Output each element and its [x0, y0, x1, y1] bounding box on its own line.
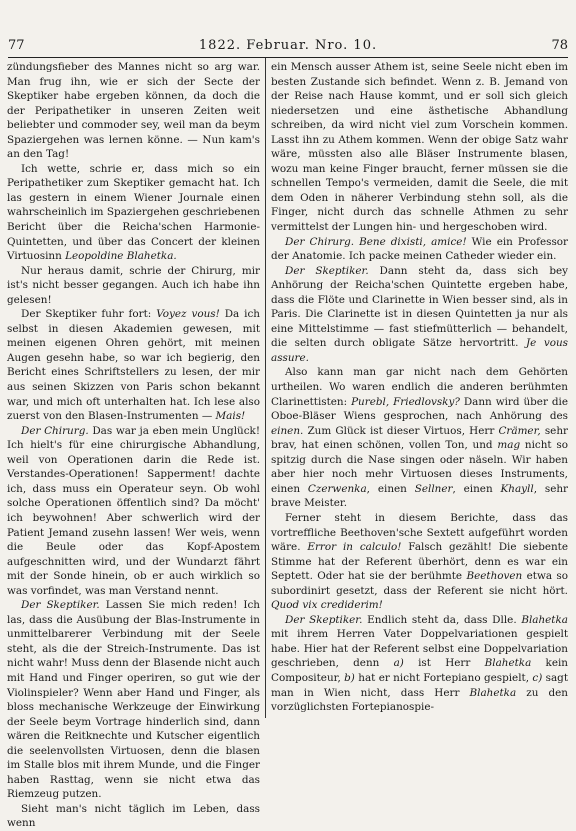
text-run-italic: Blahetka — [484, 657, 532, 670]
paragraph — [271, 235, 568, 264]
running-header — [8, 38, 568, 56]
speaker-label: Der Skeptiker. — [285, 264, 369, 277]
text-run-italic: mag — [497, 439, 521, 452]
text-run: Also kann man gar nicht nach dem Gehörten urtheilen. Wo waren endlich die anderen berühmten Clarinettisten: — [271, 366, 568, 408]
text-run: ist Herr — [403, 657, 485, 670]
text-run: , sehr brave Meister. — [271, 482, 569, 510]
page-number-right: 78 — [551, 38, 568, 53]
text-run: sehr brav, hat einen schönen, vollen Ton, und — [271, 424, 568, 452]
text-run-italic: einen. — [271, 424, 304, 437]
text-run-italic: Purebl, Friedlovsky? — [351, 395, 460, 408]
text-run: Dann steht da, dass sich bey Anhörung der Reicha'schen Quintette ergeben habe, dass die Flöte und Clarinette in Wien besser sind, als in Paris. Die Clarinette ist in diesen Quintetten ja nur als eine Mittelstimme — fast stiefmütterlich — behandelt, die selten durch obligate Sätze hervortritt. — [271, 264, 568, 350]
text-run: sagt man in Wien nicht, dass Herr — [271, 671, 568, 699]
page-title: 1822. Februar. Nro. 10. — [198, 38, 378, 53]
text-run: Lassen Sie mich reden! Ich las, dass die Ausübung der Blas-Instrumente in unmittelbarerer Verbindung mit der Seele steht, als die der Streich-Instrumente. Das ist nicht wahr! Muss denn der Blasende nicht auch mit Hand und Finger operiren, so gut wie der Violinspieler? Wenn aber Hand und Finger, als bloss mechanische Werkzeuge der Einwirkung der Seele beym Vortrage hinderlich sind, dann wären die Reitknechte und Kutscher eigentlich die seelenvollsten Virtuosen, denn die blasen im Stalle blos mit ihrem Munde, und die Finger haben Rasttag, wenn sie nicht etwa das Riemzeug putzen. — [7, 599, 260, 801]
text-run-italic: Quod vix crediderim! — [271, 599, 383, 612]
header-rule — [8, 57, 568, 58]
paragraph — [271, 264, 568, 366]
text-run: etwa so subordinirt gesetzt, dass der Referent sie nicht hört. — [271, 570, 569, 597]
text-run-italic: Mais! — [215, 410, 246, 423]
paragraph — [7, 162, 260, 264]
text-run: Da ich selbst in diesen Akademien gewesen, mit meinen eigenen Ohren gehört, mit meinen Augen gesehn habe, so war ich begierig, den Bericht eines Schriftstellers zu lesen, der mir aus seinen Skizzen von Paris schon bekannt war, und mich oft unterhalten hat. Ich lese also zuerst von den Blasen-Instrumenten — — [7, 308, 260, 423]
text-run: hat er nicht Fortepiano gespielt, — [354, 671, 533, 684]
paragraph — [7, 424, 260, 599]
text-run-italic: Czerwenka — [307, 482, 367, 495]
text-run: , einen — [452, 482, 501, 495]
text-run: Ferner steht in diesem Berichte, dass das vortreffliche Beethoven'sche Sextett aufgeführt worden wäre. — [271, 511, 568, 554]
text-run: Der Skeptiker fuhr fort: — [21, 308, 157, 321]
paragraph — [271, 511, 568, 613]
text-run: Zum Glück ist dieser Virtuos, Herr — [303, 424, 499, 437]
text-run: Ich wette, schrie er, dass mich so ein Peripathetiker zum Skeptiker gemacht hat. Ich las gestern in einem Wiener Journale einen wahrscheinlich im Spaziergehen geschriebenen Bericht über die Reicha'schen Harmonie-Quintetten, und über das Concert der kleinen Virtuosinn — [7, 162, 260, 263]
text-run-italic: Voyez vous! — [156, 308, 220, 321]
text-run-italic: Leopoldine Blahetka. — [65, 250, 177, 263]
text-run-italic: Blahetka — [521, 613, 568, 626]
text-run-italic: Khayll — [500, 482, 534, 495]
speaker-label: Der Chirurg. Bene dixisti, amice! — [285, 235, 467, 248]
right-column — [271, 60, 568, 715]
text-run-italic: a) — [393, 657, 404, 670]
paragraph: ein Mensch ausser Athem ist, seine Seele nicht eben im besten Zustande sich befindet. Wenn z. B. Jemand von der Reise nach Hause kommt, und er soll sich gleich niedersetzen und eine ästhetische Abhandlung schreiben, da wird nicht viel zum Vorschein kommen. Lasst ihn zu Athem kommen. Wenn der obige Satz wahr wäre, müssten also alle Bläser Instrumente blasen, wozu man keine Finger braucht, ferner müssen sie die schnellen Tempo's vermeiden, damit die Seele, die mit dem Oden in näherer Verbindung stehn soll, als die Finger, nicht durch das schnelle Athmen zu sehr vermittelst der Lungen hin- und hergeschoben wird. — [271, 61, 568, 234]
speaker-label: Der Chirurg. — [21, 424, 89, 437]
paragraph: zündungsfieber des Mannes nicht so arg war. Man frug ihn, wie er sich der Secte der Skeptiker habe ergeben können, da doch die der Peripathetiker in unseren Zeiten weit beliebter und commoder sey, weil man da beym Spaziergehen was lernen könne. — Nun kam's an den Tag! — [7, 61, 260, 161]
paragraph: Sieht man's nicht täglich im Leben, dass wenn — [7, 802, 260, 830]
text-run: nicht so spitzig durch die Nase singen oder näseln. Wir haben aber hier noch mehr Virtuosen dieses Instruments, einen — [271, 439, 568, 495]
paragraph: Nur heraus damit, schrie der Chirurg, mir ist's nicht besser gegangen. Auch ich habe ihn gelesen! — [7, 264, 260, 306]
text-run: Falsch gezählt! Die siebente Stimme hat der Referent überhört, denn es war ein Septett. Oder hat sie der berühmte — [271, 541, 569, 583]
paragraph — [271, 613, 568, 715]
paragraph — [7, 598, 260, 802]
text-run-italic: Beethoven — [466, 570, 523, 583]
text-run: Wie ein Professor der Anatomie. Ich packe meinen Catheder wieder ein. — [271, 235, 569, 263]
page-number-left: 77 — [8, 38, 25, 53]
text-run: kein Compositeur, — [271, 657, 569, 684]
speaker-label: Der Skeptiker. — [21, 599, 100, 612]
text-run: zu den vorzüglichsten Fortepianospie- — [271, 686, 568, 714]
paragraph — [271, 365, 568, 510]
speaker-label: Der Skeptiker. — [285, 613, 363, 626]
text-run: , einen — [366, 482, 415, 495]
column-divider — [265, 58, 266, 718]
text-run: Endlich steht da, dass Dlle. — [362, 613, 522, 626]
left-column — [7, 60, 260, 831]
paragraph — [7, 307, 260, 423]
text-run-italic: Blahetka — [469, 686, 517, 699]
text-run-italic: Je vous assure. — [271, 337, 568, 364]
text-run-italic: Crämer, — [498, 424, 541, 437]
text-run: Das war ja eben mein Unglück! Ich hielt's für eine chirurgische Abhandlung, weil von Operationen darin die Rede ist. Verstandes-Operationen! Sapperment! dachte ich, dass muss ein Operateur seyn. Ob wohl solche Operationen öffentlich sind? Da möcht' ich beywohnen! Aber schwerlich wird der Patient Jemand zusehn lassen! Wer weis, wenn die Beule oder das Kopf-Apostem aufgeschnitten wird, und der Wundarzt fährt mit der Sonde hinein, ob er auch wirklich so was vorfindet, was man Verstand nennt. — [7, 424, 260, 597]
text-run-italic: c) — [532, 671, 543, 684]
text-run-italic: Error in calculo! — [307, 541, 402, 554]
text-run-italic: b) — [344, 671, 355, 684]
text-run: Dann wird über die Oboe-Bläser Wiens gesprochen, nach Anhörung des — [271, 395, 568, 423]
text-run-italic: Sellner — [414, 482, 453, 495]
text-run: mit ihrem Herren Vater Doppelvariationen gespielt habe. Hier hat der Referent selbst eine Doppelvariation geschrieben, denn — [271, 628, 568, 670]
